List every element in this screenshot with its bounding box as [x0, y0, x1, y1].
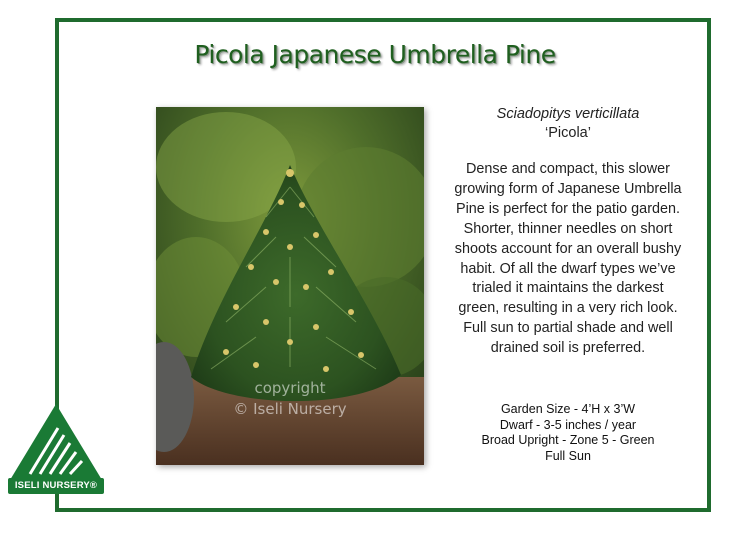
spec-growth-rate: Dwarf - 3-5 inches / year	[499, 417, 637, 432]
watermark-owner: © Iseli Nursery	[233, 400, 347, 418]
spec-garden-size: Garden Size - 4’H x 3’W	[500, 402, 636, 416]
spec-form-zone-color: Broad Upright - Zone 5 - Green	[481, 433, 655, 448]
logo-text: ISELI NURSERY®	[14, 480, 98, 491]
cultivar-name: ‘Picola’	[545, 125, 591, 141]
plant-specs	[450, 402, 686, 464]
spec-exposure: Full Sun	[545, 448, 591, 463]
plant-description: Dense and compact, this slower growing form of Japanese Umbrella Pine is perfect for the patio garden. Shorter, thinner needles on short shoots account for an overall bushy habit. Of all the dwarf types we’ve trialed it maintains the darkest green, resulting in a very rich look. Full sun to partial shade and well drained soil is preferred.	[454, 161, 682, 357]
watermark-copyright: copyright	[254, 379, 326, 397]
page-title: Picola Japanese Umbrella Pine	[194, 40, 556, 69]
species-name: Sciadopitys verticillata	[496, 106, 640, 122]
plant-photo	[156, 107, 424, 465]
